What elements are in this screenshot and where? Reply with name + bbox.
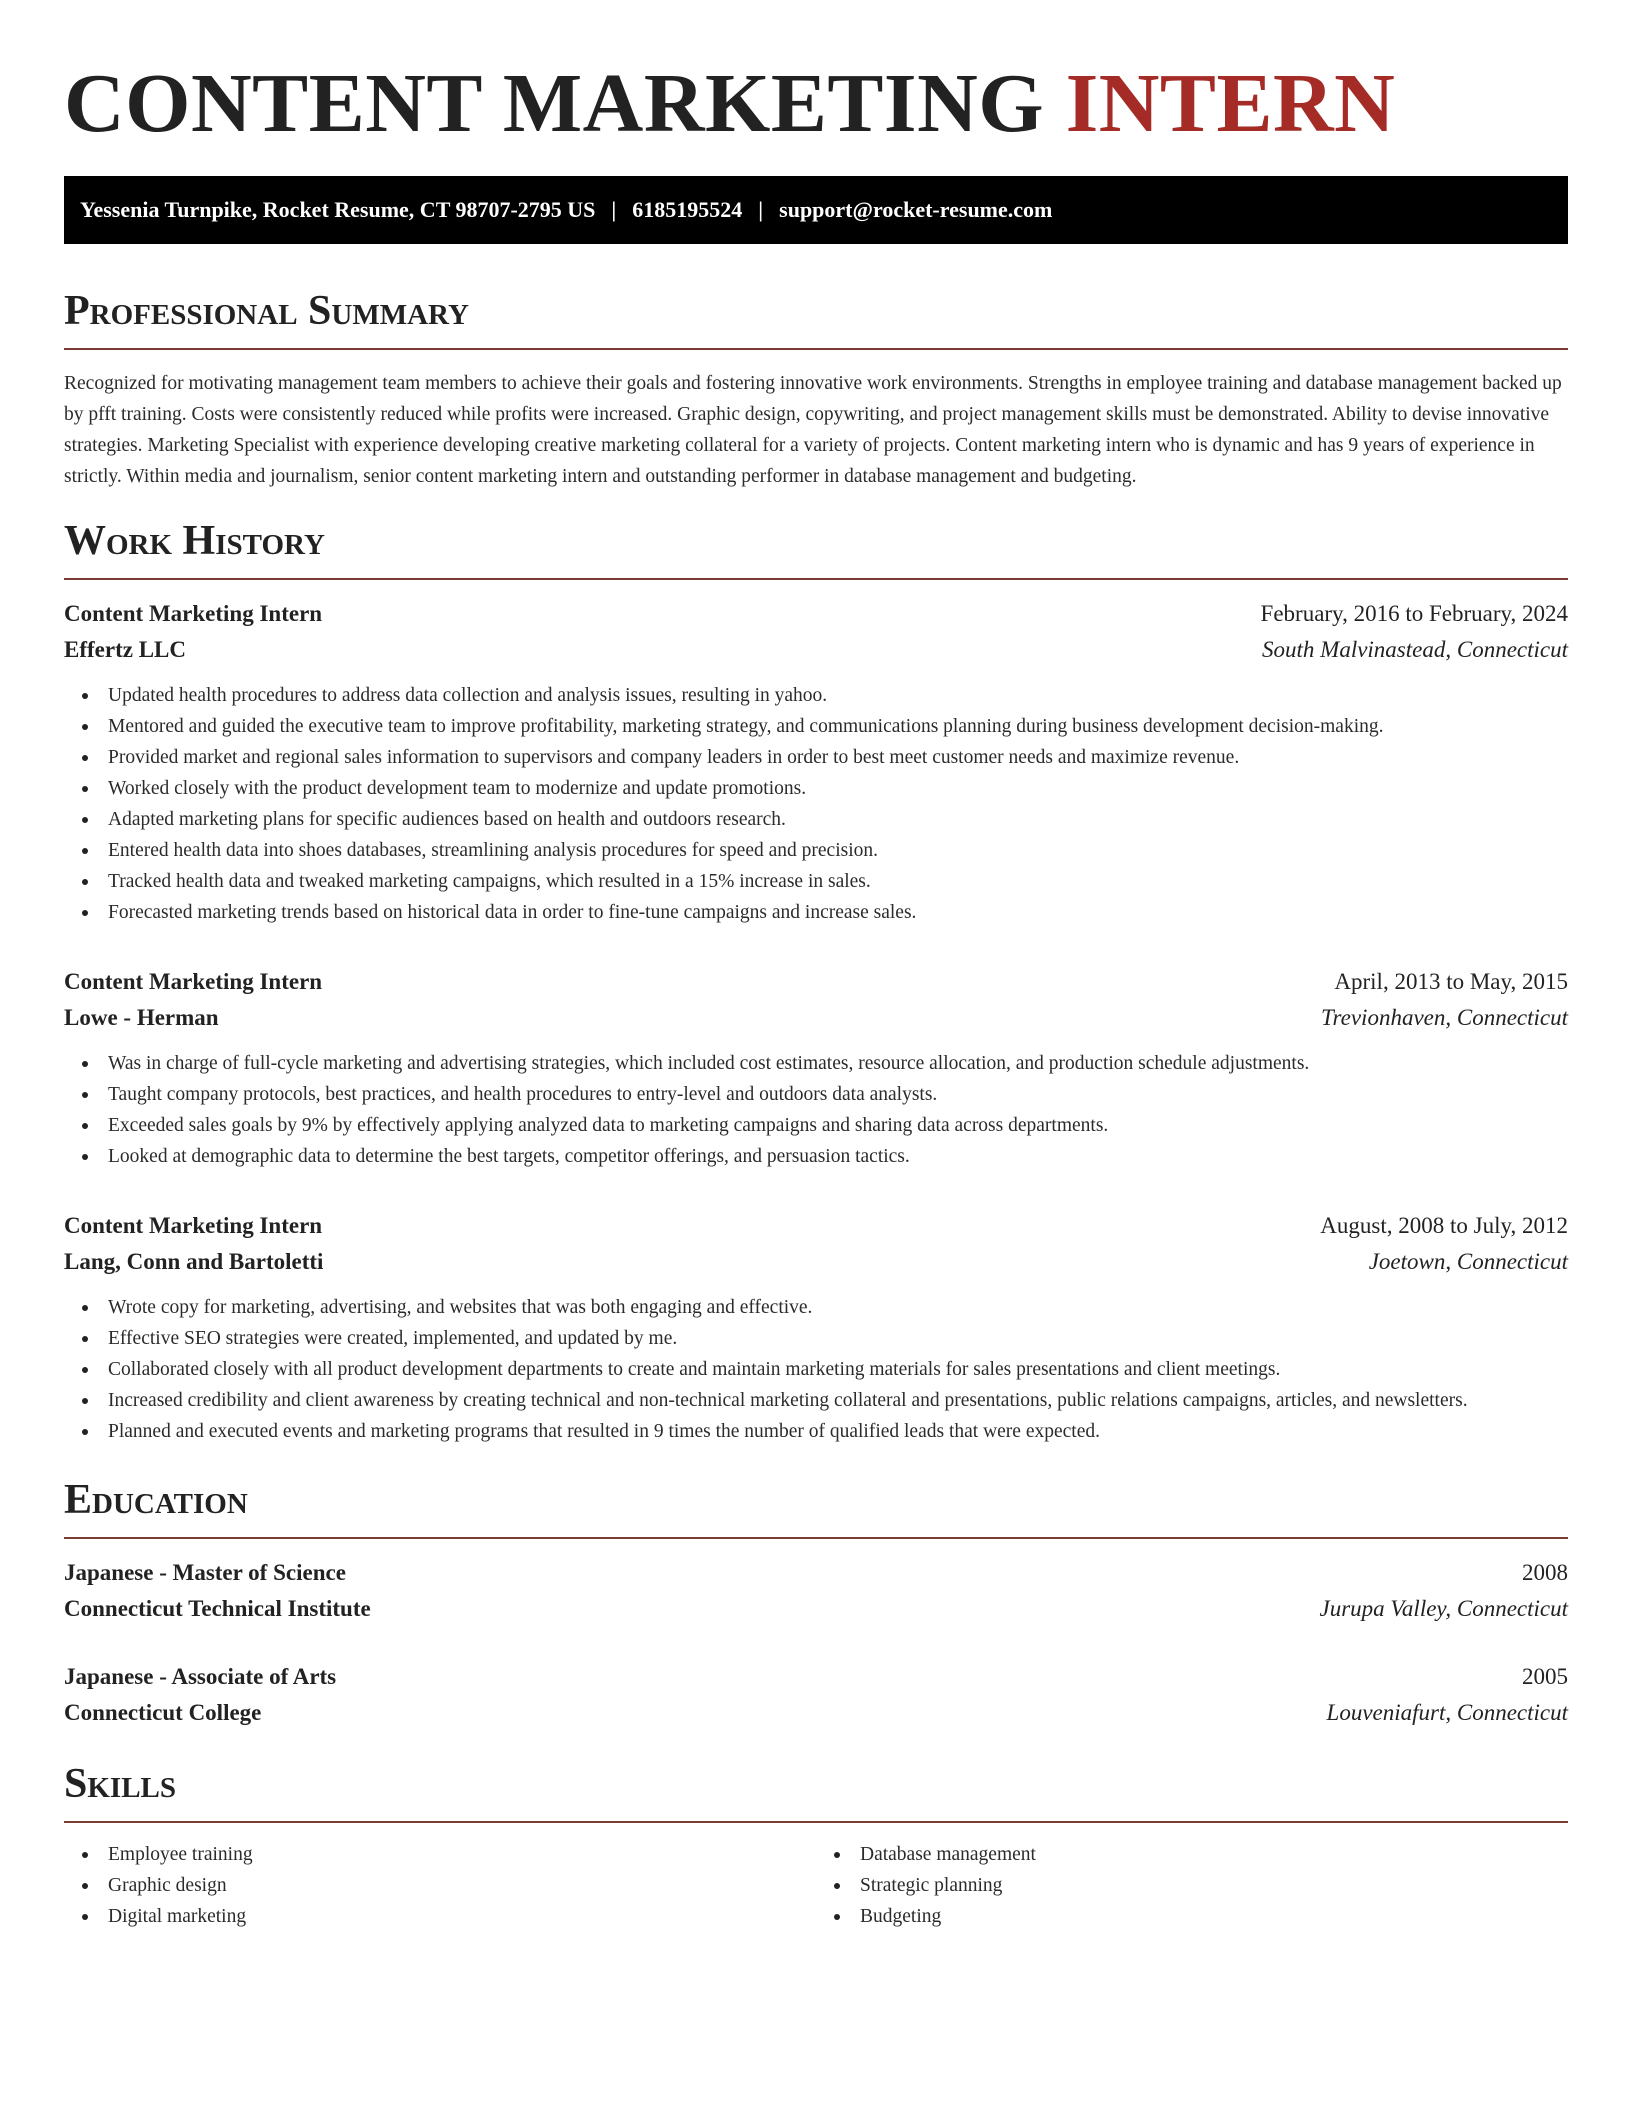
section-divider: [64, 578, 1568, 580]
list-item: Provided market and regional sales information to supervisors and company leaders in order to best meet customer needs and maximize revenue.: [64, 742, 1568, 773]
skills-list-left: [64, 1839, 816, 1932]
job-title: Content Marketing Intern: [64, 969, 323, 994]
contact-phone: 6185195524: [632, 197, 743, 222]
title-main: CONTENT MARKETING: [64, 57, 1045, 150]
skills-section: [64, 1759, 1568, 1932]
contact-separator: |: [758, 197, 764, 222]
skill-item: Digital marketing: [64, 1901, 816, 1932]
job-location: South Malvinastead, Connecticut: [1262, 637, 1568, 662]
education-degree: Japanese - Master of Science: [64, 1560, 346, 1585]
job-bullets: [64, 1048, 1568, 1172]
job-title: Content Marketing Intern: [64, 1213, 323, 1238]
job-title: Content Marketing Intern: [64, 601, 323, 626]
skills-list-right: [816, 1839, 1568, 1932]
education-year: 2008: [1522, 1560, 1568, 1585]
section-heading: Work History: [64, 518, 325, 564]
skill-item: Graphic design: [64, 1870, 816, 1901]
section-divider: [64, 348, 1568, 350]
job-location: Trevionhaven, Connecticut: [1321, 1005, 1568, 1030]
education-section: [64, 1475, 1568, 1731]
list-item: Was in charge of full-cycle marketing and advertising strategies, which included cost estimates, resource allocation, and production schedule adjustments.: [64, 1048, 1568, 1079]
section-heading: Education: [64, 1477, 248, 1523]
section-heading: Skills: [64, 1761, 177, 1807]
job-company: Effertz LLC: [64, 637, 186, 662]
list-item: Collaborated closely with all product development departments to create and maintain marketing materials for sales presentations and client meetings.: [64, 1354, 1568, 1385]
contact-bar: [64, 176, 1568, 244]
list-item: Planned and executed events and marketing programs that resulted in 9 times the number of qualified leads that were expected.: [64, 1416, 1568, 1447]
education-entry: [64, 1555, 1568, 1627]
section-heading: Professional Summary: [64, 288, 469, 334]
job-dates: April, 2013 to May, 2015: [1334, 969, 1568, 994]
summary-text: Recognized for motivating management team members to achieve their goals and fostering innovative work environments. Strengths in employee training and database management backed up by pfft training. Costs were consistently reduced while profits were increased. Graphic design, copywriting, and project management skills must be demonstrated. Ability to devise innovative strategies. Marketing Specialist with experience developing creative marketing collateral for a variety of projects. Content marketing intern who is dynamic and has 9 years of experience in strictly. Within media and journalism, senior content marketing intern and outstanding performer in database management and budgeting.: [64, 373, 1562, 487]
education-location: Jurupa Valley, Connecticut: [1319, 1596, 1568, 1621]
resume-title: [64, 0, 1568, 152]
list-item: Tracked health data and tweaked marketing campaigns, which resulted in a 15% increase in sales.: [64, 866, 1568, 897]
job-dates: August, 2008 to July, 2012: [1320, 1213, 1568, 1238]
education-year: 2005: [1522, 1664, 1568, 1689]
list-item: Mentored and guided the executive team to improve profitability, marketing strategy, and communications planning during business development decision-making.: [64, 711, 1568, 742]
job-entry: [64, 1208, 1568, 1447]
work-history-section: [64, 516, 1568, 1447]
section-divider: [64, 1821, 1568, 1823]
contact-separator: |: [611, 197, 617, 222]
job-bullets: [64, 680, 1568, 928]
section-divider: [64, 1537, 1568, 1539]
list-item: Entered health data into shoes databases, streamlining analysis procedures for speed and precision.: [64, 835, 1568, 866]
contact-address: Yessenia Turnpike, Rocket Resume, CT 98707-2795 US: [80, 197, 596, 222]
list-item: Forecasted marketing trends based on historical data in order to fine-tune campaigns and increase sales.: [64, 897, 1568, 928]
job-location: Joetown, Connecticut: [1368, 1249, 1568, 1274]
education-school: Connecticut College: [64, 1700, 262, 1725]
education-entry: [64, 1659, 1568, 1731]
list-item: Adapted marketing plans for specific audiences based on health and outdoors research.: [64, 804, 1568, 835]
list-item: Increased credibility and client awareness by creating technical and non-technical marketing collateral and presentations, public relations campaigns, articles, and newsletters.: [64, 1385, 1568, 1416]
education-school: Connecticut Technical Institute: [64, 1596, 371, 1621]
list-item: Worked closely with the product development team to modernize and update promotions.: [64, 773, 1568, 804]
skills-columns: [64, 1839, 1568, 1932]
job-company: Lowe - Herman: [64, 1005, 219, 1030]
list-item: Updated health procedures to address data collection and analysis issues, resulting in yahoo.: [64, 680, 1568, 711]
skill-item: Budgeting: [816, 1901, 1568, 1932]
job-entry: [64, 964, 1568, 1172]
education-degree: Japanese - Associate of Arts: [64, 1664, 337, 1689]
job-entry: [64, 596, 1568, 928]
list-item: Looked at demographic data to determine the best targets, competitor offerings, and persuasion tactics.: [64, 1141, 1568, 1172]
skill-item: Employee training: [64, 1839, 816, 1870]
job-company: Lang, Conn and Bartoletti: [64, 1249, 324, 1274]
list-item: Exceeded sales goals by 9% by effectively applying analyzed data to marketing campaigns and sharing data across departments.: [64, 1110, 1568, 1141]
skill-item: Database management: [816, 1839, 1568, 1870]
job-bullets: [64, 1292, 1568, 1447]
list-item: Taught company protocols, best practices, and health procedures to entry-level and outdoors data analysts.: [64, 1079, 1568, 1110]
job-dates: February, 2016 to February, 2024: [1260, 601, 1568, 626]
skill-item: Strategic planning: [816, 1870, 1568, 1901]
title-accent: INTERN: [1065, 57, 1396, 150]
contact-email: support@rocket-resume.com: [779, 197, 1053, 222]
list-item: Effective SEO strategies were created, implemented, and updated by me.: [64, 1323, 1568, 1354]
professional-summary-section: [64, 286, 1568, 492]
education-location: Louveniafurt, Connecticut: [1326, 1700, 1568, 1725]
list-item: Wrote copy for marketing, advertising, and websites that was both engaging and effective.: [64, 1292, 1568, 1323]
